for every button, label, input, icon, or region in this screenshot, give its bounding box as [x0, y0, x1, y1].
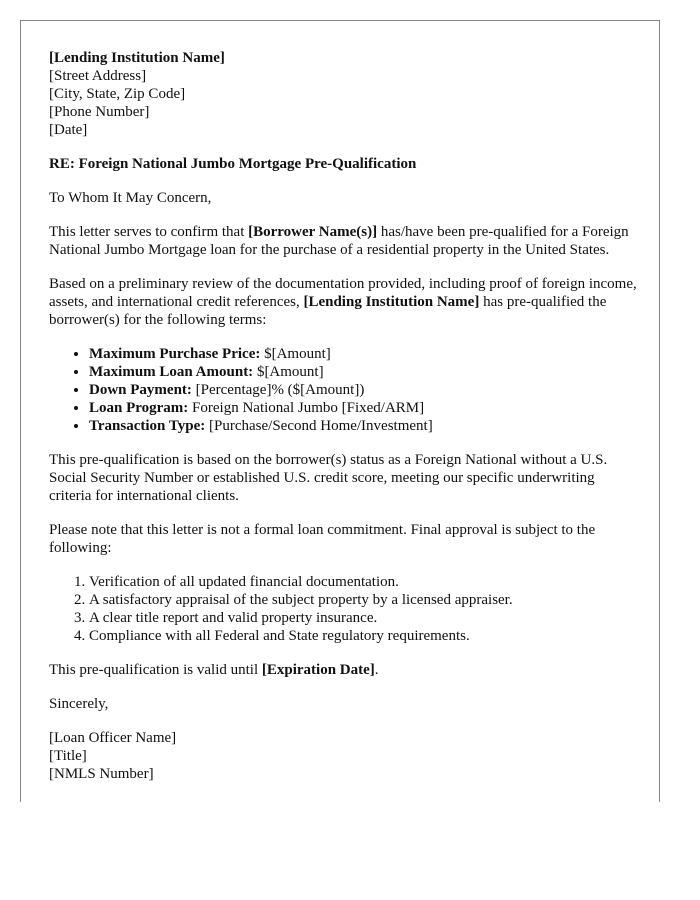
borrower-name: [Borrower Name(s)] [248, 224, 378, 240]
sender-city: [City, State, Zip Code] [49, 86, 186, 102]
closing: Sincerely, [49, 696, 109, 712]
term-label: Loan Program: [89, 400, 189, 416]
list-item: 3. A clear title report and valid property insurance. [89, 609, 639, 627]
text-run: Based on a preliminary review of the documentation provided, including proof of foreign income, assets, and international credit references, [49, 276, 637, 310]
list-item: 2. A satisfactory appraisal of the subject property by a licensed appraiser. [89, 591, 639, 609]
sender-phone: [Phone Number] [49, 104, 150, 120]
conditions-list [49, 573, 639, 645]
terms-list [49, 345, 639, 435]
expiration-date: [Expiration Date] [261, 662, 375, 678]
signer-name: [Loan Officer Name] [49, 730, 177, 746]
text-run: This pre-qualification is valid until [49, 662, 262, 678]
term-value: [Percentage]% ($[Amount]) [191, 382, 365, 398]
signer-title: [Title] [49, 748, 87, 764]
list-item [89, 381, 639, 399]
text-run: This letter serves to confirm that [49, 224, 249, 240]
letter-date: [Date] [49, 122, 88, 138]
list-item: 1. Verification of all updated financial documentation. [89, 573, 639, 591]
term-label: Transaction Type: [89, 418, 206, 434]
paragraph-confirmation [49, 223, 639, 259]
text-run: . [374, 662, 379, 678]
lending-institution-name: [Lending Institution Name] [303, 294, 480, 310]
term-label: Maximum Loan Amount: [89, 364, 254, 380]
letter-page [20, 20, 660, 802]
text-run: has pre-qualified the borrower(s) for the following terms: [49, 294, 607, 328]
term-value: [Purchase/Second Home/Investment] [205, 418, 433, 434]
text-run: has/have been pre-qualified for a Foreign National Jumbo Mortgage loan for the purchase of a residential property in the United States. [49, 224, 629, 258]
paragraph-note: Please note that this letter is not a formal loan commitment. Final approval is subject to the following: [49, 522, 596, 556]
paragraph-basis: This pre-qualification is based on the borrower(s) status as a Foreign National without a U.S. Social Security Number or established U.S. credit score, meeting our specific underwriting criteria for international clients. [49, 452, 608, 504]
list-item [89, 399, 639, 417]
term-value: $[Amount] [260, 346, 331, 362]
list-item [89, 417, 639, 435]
sender-institution: [Lending Institution Name] [49, 50, 225, 66]
list-item: 4. Compliance with all Federal and State regulatory requirements. [89, 627, 639, 645]
salutation: To Whom It May Concern, [49, 190, 212, 206]
signer-nmls: [NMLS Number] [49, 766, 154, 782]
sender-block [49, 49, 639, 139]
paragraph-review [49, 275, 639, 329]
signature-block [49, 729, 639, 783]
term-label: Maximum Purchase Price: [89, 346, 261, 362]
list-item [89, 363, 639, 381]
sender-street: [Street Address] [49, 68, 147, 84]
term-value: Foreign National Jumbo [Fixed/ARM] [188, 400, 425, 416]
letter-body [49, 49, 639, 783]
term-value: $[Amount] [253, 364, 324, 380]
paragraph-validity [49, 661, 639, 679]
term-label: Down Payment: [89, 382, 192, 398]
list-item [89, 345, 639, 363]
subject-line: RE: Foreign National Jumbo Mortgage Pre-Qualification [49, 156, 417, 172]
